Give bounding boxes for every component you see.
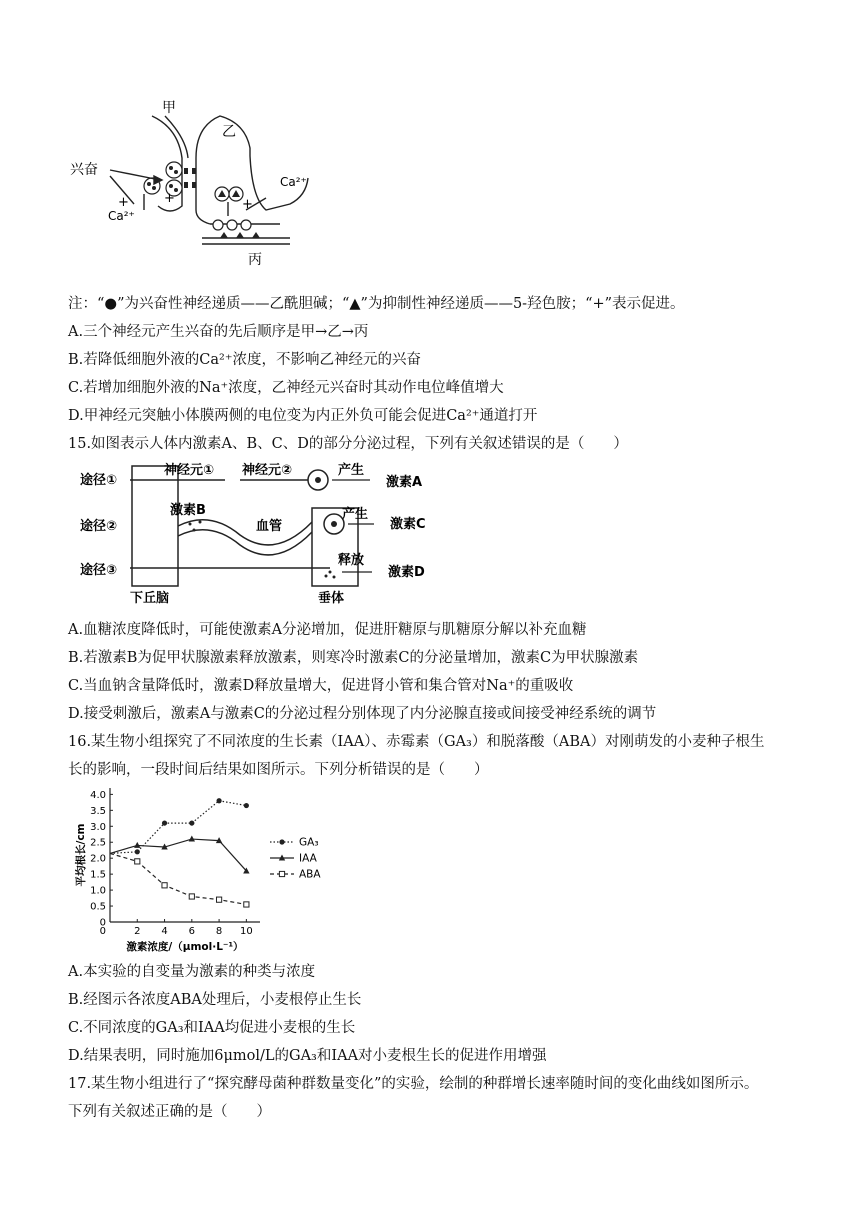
data-point: [135, 849, 140, 854]
fig2-neuron-2: 神经元②: [242, 463, 293, 478]
fig2-produce-1: 产生: [338, 463, 365, 478]
q14-option-b: B.若降低细胞外液的Ca²⁺浓度，不影响乙神经元的兴奋: [68, 352, 421, 368]
fig1-label-bing: 丙: [248, 252, 262, 268]
x-axis-label: 激素浓度/（μmol·L⁻¹）: [126, 941, 244, 953]
x-tick-label: 0: [99, 926, 106, 937]
fig2-hormone-a: 激素A: [386, 475, 423, 490]
x-tick-label: 2: [134, 926, 141, 937]
legend-label: IAA: [299, 852, 317, 865]
fig1-label-ca-left: Ca²⁺: [108, 209, 135, 223]
hormone-pathway-figure: [80, 460, 450, 606]
fig2-neuron-1: 神经元①: [164, 463, 215, 478]
series-line-1: [110, 839, 246, 871]
data-point: [216, 897, 221, 902]
q16-option-d: D.结果表明，同时施加6μmol/L的GA₃和IAA对小麦根生长的促进作用增强: [68, 1048, 547, 1064]
q17-stem-line1: 17.某生物小组进行了“探究酵母菌种群数量变化”的实验，绘制的种群增长速率随时间的变化曲线如图所示。: [68, 1076, 759, 1092]
data-point: [162, 820, 167, 825]
y-tick-label: 2.0: [90, 853, 106, 865]
fig2-hormone-d: 激素D: [388, 565, 425, 580]
data-point: [134, 842, 140, 848]
q16-option-c: C.不同浓度的GA₃和IAA均促进小麦根的生长: [68, 1020, 356, 1036]
y-tick-label: 4.0: [90, 789, 106, 801]
fig1-plus-1: +: [118, 195, 129, 210]
fig2-hypothalamus: 下丘脑: [130, 591, 170, 606]
fig2-path-2: 途径②: [80, 519, 118, 534]
q16-stem-line1: 16.某生物小组探究了不同浓度的生长素（IAA）、赤霉素（GA₃）和脱落酸（ABA）对刚萌发的小麦种子根生: [68, 734, 765, 750]
y-tick-label: 3.0: [90, 821, 106, 833]
neuron-synapse-figure: [70, 98, 320, 270]
legend-marker: [279, 839, 284, 844]
x-tick-label: 8: [215, 926, 223, 937]
y-tick-label: 0.5: [90, 901, 106, 913]
fig2-release: 释放: [338, 553, 365, 568]
x-tick-label: 10: [239, 926, 253, 937]
fig1-label-ca-right: Ca²⁺: [280, 175, 307, 189]
q16-option-a: A.本实验的自变量为激素的种类与浓度: [68, 964, 316, 980]
y-tick-label: 1.5: [90, 869, 106, 881]
fig2-produce-2: 产生: [342, 507, 369, 522]
fig1-plus-2: +: [164, 191, 175, 206]
q15-option-c: C.当血钠含量降低时，激素D释放量增大，促进肾小管和集合管对Na⁺的重吸收: [68, 678, 574, 694]
q14-option-c: C.若增加细胞外液的Na⁺浓度，乙神经元兴奋时其动作电位峰值增大: [68, 380, 504, 396]
q14-option-d: D.甲神经元突触小体膜两侧的电位变为内正外负可能会促进Ca²⁺通道打开: [68, 408, 538, 424]
data-point: [244, 902, 249, 907]
figure-note: 注：“●”为兴奋性神经递质——乙酰胆碱；“▲”为抑制性神经递质——5-羟色胺；“+”表示促进。: [68, 296, 685, 312]
q15-stem: 15.如图表示人体内激素A、B、C、D的部分分泌过程，下列有关叙述错误的是（ ）: [68, 436, 628, 452]
y-axis-label: 平均根长/cm: [75, 823, 87, 887]
fig2-pituitary: 垂体: [318, 591, 345, 606]
y-tick-label: 1.0: [90, 885, 106, 897]
q15-option-d: D.接受刺激后，激素A与激素C的分泌过程分别体现了内分泌腺直接或间接受神经系统的调节: [68, 706, 657, 722]
fig1-label-xingfen: 兴奋: [70, 162, 98, 178]
y-tick-label: 0: [99, 917, 106, 929]
x-tick-label: 4: [161, 926, 168, 937]
fig2-path-1: 途径①: [80, 473, 118, 488]
y-tick-label: 2.5: [90, 837, 106, 849]
fig1-label-yi: 乙: [222, 124, 236, 140]
fig1-plus-3: +: [242, 197, 253, 212]
fig2-hormone-c: 激素C: [390, 517, 426, 532]
q15-option-a: A.血糖浓度降低时，可能使激素A分泌增加，促进肝糖原与肌糖原分解以补充血糖: [68, 622, 587, 638]
data-point: [189, 820, 194, 825]
q14-option-a: A.三个神经元产生兴奋的先后顺序是甲→乙→丙: [68, 324, 369, 340]
data-point: [244, 803, 249, 808]
data-point: [216, 798, 221, 803]
fig2-path-3: 途径③: [80, 563, 118, 578]
legend-label: ABA: [299, 868, 321, 881]
q16-stem-line2: 长的影响，一段时间后结果如图所示。下列分析错误的是（ ）: [68, 762, 489, 778]
root-length-chart: [72, 782, 348, 954]
data-point: [135, 859, 140, 864]
fig1-label-jia: 甲: [162, 100, 176, 116]
q15-option-b: B.若激素B为促甲状腺激素释放激素，则寒冷时激素C的分泌量增加，激素C为甲状腺激素: [68, 650, 639, 666]
q16-option-b: B.经图示各浓度ABA处理后，小麦根停止生长: [68, 992, 362, 1008]
legend-marker: [279, 871, 284, 876]
data-point: [162, 883, 167, 888]
x-tick-label: 6: [188, 926, 196, 937]
y-tick-label: 3.5: [90, 805, 106, 817]
fig2-vessel: 血管: [256, 519, 283, 534]
data-point: [189, 894, 194, 899]
legend-label: GA₃: [299, 836, 319, 849]
fig2-hormone-b: 激素B: [170, 503, 206, 518]
data-point: [189, 836, 195, 842]
series-line-0: [110, 801, 246, 854]
q17-stem-line2: 下列有关叙述正确的是（ ）: [68, 1104, 271, 1120]
series-line-2: [110, 853, 246, 904]
